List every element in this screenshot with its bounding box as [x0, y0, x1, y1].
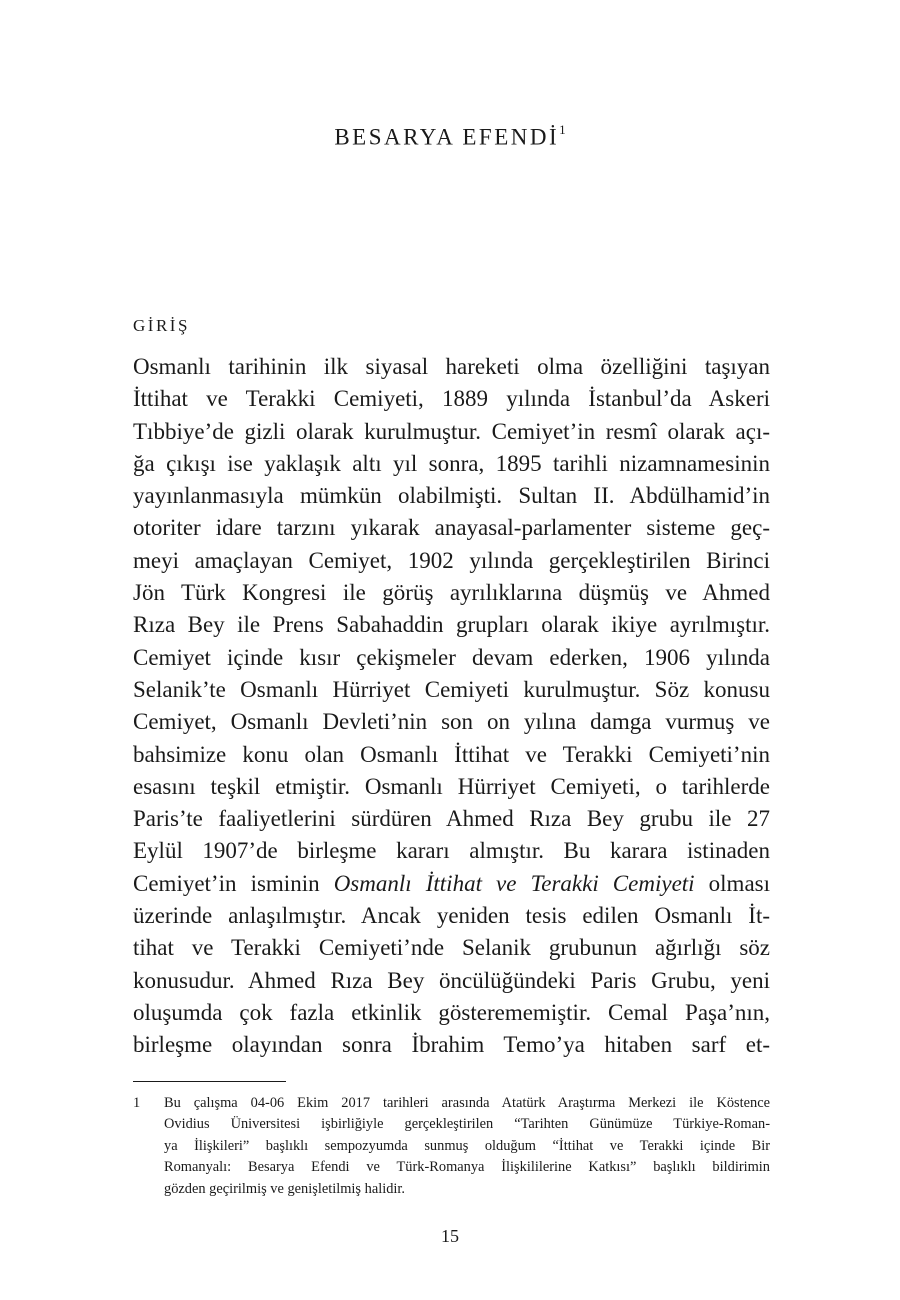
body-paragraph — [133, 351, 770, 1062]
footnote — [133, 1093, 770, 1200]
body-line: Paris’te faaliyetlerini sürdüren Ahmed Rıza Bey grubu ile 27 — [133, 806, 770, 832]
body-line: birleşme olayından sonra İbrahim Temo’ya hitaben sarf et- — [133, 1032, 770, 1058]
footnote-line: gözden geçirilmiş ve genişletilmiş halidir. — [164, 1180, 405, 1197]
section-heading: GİRİŞ — [133, 316, 190, 335]
body-line: üzerinde anlaşılmıştır. Ancak yeniden tesis edilen Osmanlı İt- — [133, 903, 770, 929]
footnote-line: ya İlişkileri” başlıklı sempozyumda sunmuş olduğum “İttihat ve Terakki içinde Bir — [164, 1137, 770, 1154]
body-text-run: Cemiyet’in isminin — [133, 870, 334, 896]
footnote-text — [164, 1093, 770, 1200]
body-text-run: olması — [694, 870, 770, 896]
body-line: yayınlanmasıyla mümkün olabilmişti. Sultan II. Abdülhamid’in — [133, 483, 770, 509]
body-line: Jön Türk Kongresi ile görüş ayrılıklarına düşmüş ve Ahmed — [133, 580, 770, 606]
body-line: oluşumda çok fazla etkinlik gösterememiştir. Cemal Paşa’nın, — [133, 999, 770, 1025]
body-line: İttihat ve Terakki Cemiyeti, 1889 yılında İstanbul’da Askeri — [133, 386, 770, 412]
body-line: tihat ve Terakki Cemiyeti’nde Selanik grubunun ağırlığı söz — [133, 935, 770, 961]
footnote-reference[interactable]: 1 — [559, 122, 566, 137]
body-line-with-italic — [133, 868, 770, 900]
body-line: Osmanlı tarihinin ilk siyasal hareketi olma özelliğini taşıyan — [133, 354, 770, 379]
body-line: Selanik’te Osmanlı Hürriyet Cemiyeti kurulmuştur. Söz konusu — [133, 676, 770, 702]
body-line: otoriter idare tarzını yıkarak anayasal-parlamenter sisteme geç- — [133, 515, 770, 541]
body-line: Cemiyet içinde kısır çekişmeler devam ederken, 1906 yılında — [133, 644, 770, 670]
body-line: Tıbbiye’de gizli olarak kurulmuştur. Cemiyet’in resmî olarak açı- — [133, 418, 770, 444]
body-line: meyi amaçlayan Cemiyet, 1902 yılında gerçekleştirilen Birinci — [133, 547, 770, 573]
body-line: esasını teşkil etmiştir. Osmanlı Hürriyet Cemiyeti, o tarihlerde — [133, 773, 770, 799]
body-line: Eylül 1907’de birleşme kararı almıştır. Bu karara istinaden — [133, 838, 770, 864]
body-line: Cemiyet, Osmanlı Devleti’nin son on yılına damga vurmuş ve — [133, 709, 770, 735]
body-line: Rıza Bey ile Prens Sabahaddin grupları olarak ikiye ayrılmıştır. — [133, 612, 770, 638]
body-line: konusudur. Ahmed Rıza Bey öncülüğündeki Paris Grubu, yeni — [133, 967, 770, 993]
chapter-title-text: BESARYA EFENDİ — [334, 124, 560, 150]
footnote-line: Ovidius Üniversitesi işbirliğiyle gerçekleştirilen “Tarihten Günümüze Türkiye-Roman- — [164, 1116, 770, 1133]
body-line: ğa çıkışı ise yaklaşık altı yıl sonra, 1895 tarihli nizamnamesinin — [133, 450, 770, 476]
body-line: bahsimize konu olan Osmanlı İttihat ve Terakki Cemiyeti’nin — [133, 741, 770, 767]
footnote-line: Bu çalışma 04-06 Ekim 2017 tarihleri arasında Atatürk Araştırma Merkezi ile Köstence — [164, 1095, 770, 1111]
italic-organization-name: Osmanlı İttihat ve Terakki Cemiyeti — [333, 870, 695, 896]
footnote-divider — [133, 1081, 286, 1082]
chapter-title — [0, 124, 900, 151]
footnote-line: Romanyalı: Besarya Efendi ve Türk-Romanya İlişkililerine Katkısı” başlıklı bildirimin — [164, 1159, 770, 1176]
page-number: 15 — [441, 1226, 459, 1246]
footnote-number: 1 — [133, 1095, 141, 1111]
